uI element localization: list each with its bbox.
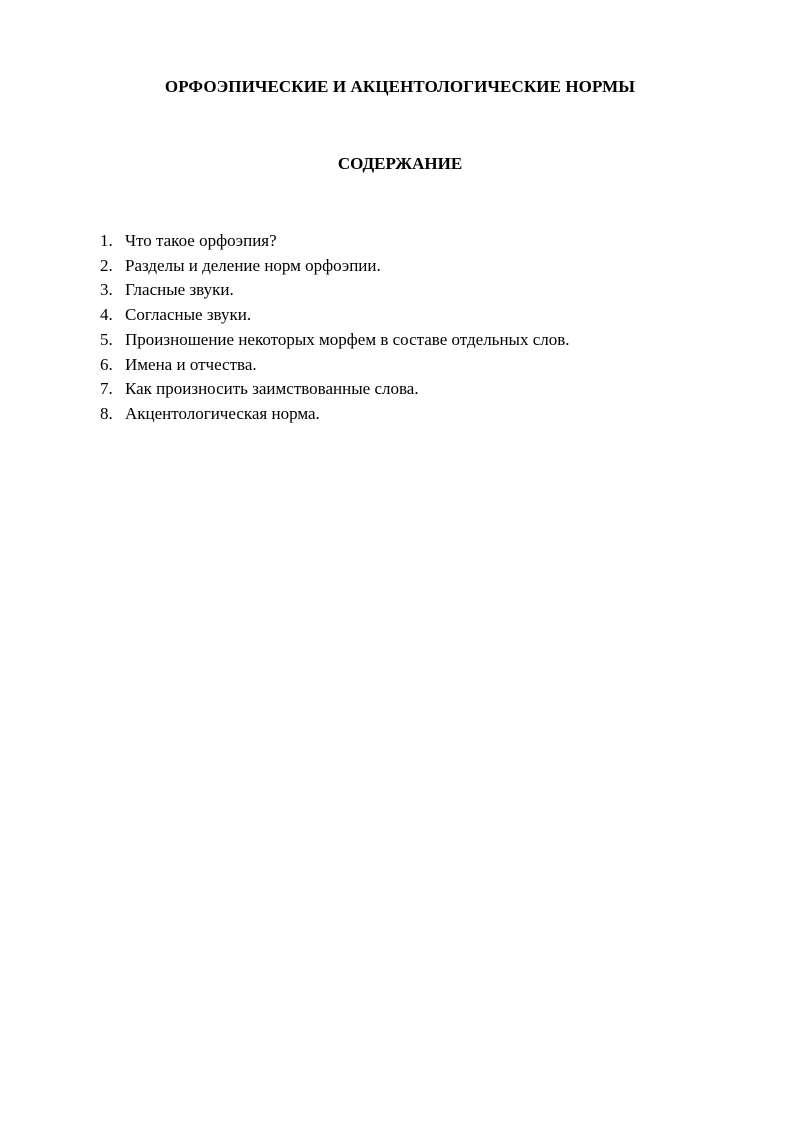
toc-item-text: Акцентологическая норма. [125,403,320,423]
toc-item [100,377,720,402]
toc-item-text: Что такое орфоэпия? [125,231,277,250]
toc-item [100,303,720,328]
toc-item [100,402,720,427]
toc-item [100,353,720,378]
toc-item-number: 6. [100,354,113,374]
toc-item [100,278,720,303]
toc-item [100,229,720,254]
toc-item-number: 4. [100,305,113,325]
toc-item-text: Разделы и деление норм орфоэпии. [125,255,381,275]
toc-item [100,254,720,279]
toc-item-text: Согласные звуки. [125,305,252,325]
toc-item-text: Гласные звуки. [125,280,234,300]
toc-item-number: 2. [100,255,113,275]
toc-item-text: Произношение некоторых морфем в составе отдельных слов. [125,329,570,349]
toc-item-number: 5. [100,329,113,349]
table-of-contents [100,229,720,427]
toc-item-number: 7. [100,379,113,399]
toc-item-number: 8. [100,403,113,423]
toc-item-number: 3. [100,280,113,300]
toc-item-text: Как произносить заимствованные слова. [125,379,419,399]
toc-heading: СОДЕРЖАНИЕ [337,154,463,173]
toc-item-number: 1. [100,231,113,250]
toc-item [100,328,720,353]
toc-item-text: Имена и отчества. [125,354,257,374]
document-title: ОРФОЭПИЧЕСКИЕ И АКЦЕНТОЛОГИЧЕСКИЕ НОРМЫ [164,77,636,96]
